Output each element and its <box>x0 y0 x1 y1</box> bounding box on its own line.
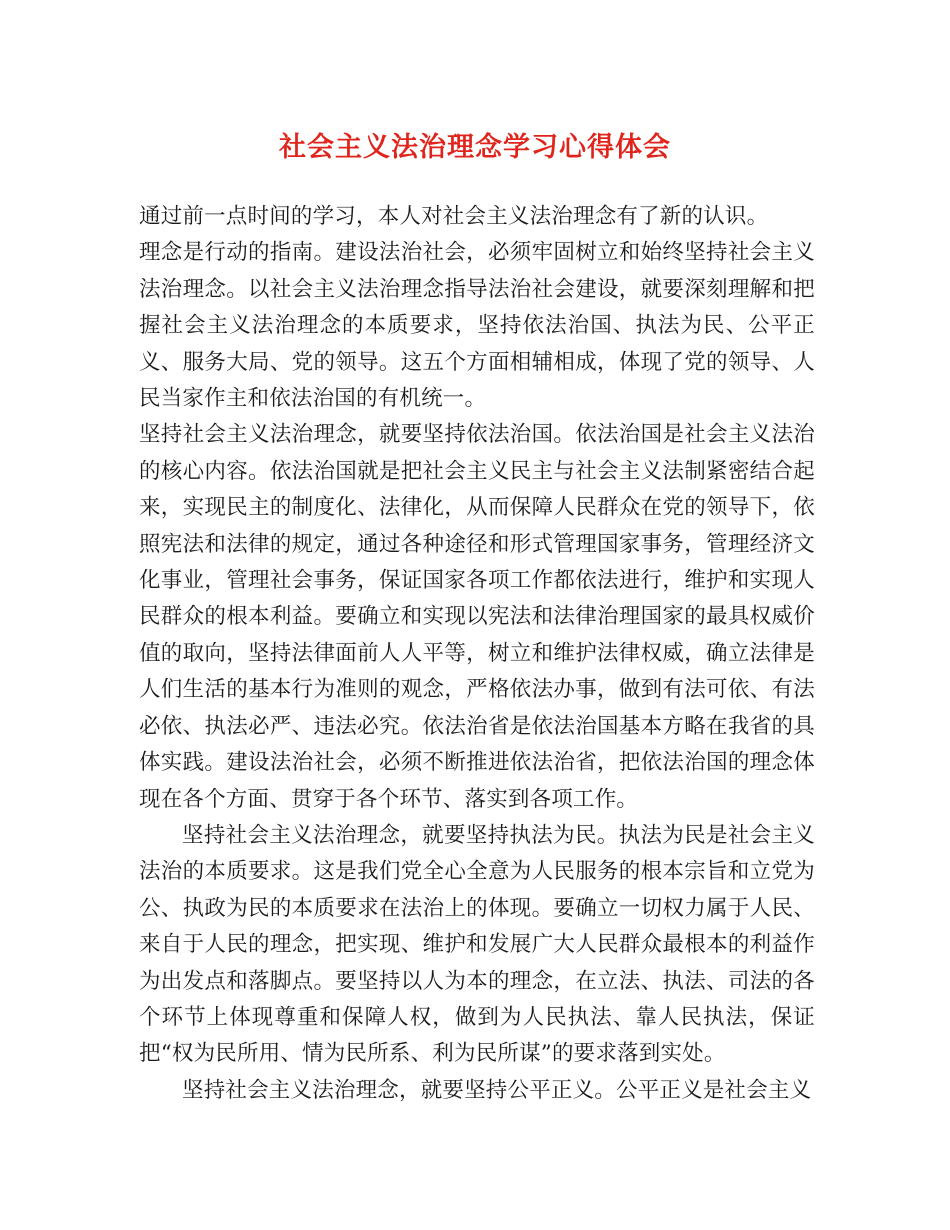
paragraph-rule-of-law: 坚持社会主义法治理念，就要坚持依法治国。依法治国是社会主义法治的核心内容。依法治国就是把社会主义民主与社会主义法制紧密结合起来，实现民主的制度化、法律化，从而保障人民群众在党的领导下，依照宪法和法律的规定，通过各种途径和形式管理国家事务，管理经济文化事业，管理社会事务，保证国家各项工作都依法进行，维护和实现人民群众的根本利益。要确立和实现以宪法和法律治理国家的最具权威价值的取向，坚持法律面前人人平等，树立和维护法律权威，确立法律是人们生活的基本行为准则的观念，严格依法办事，做到有法可依、有法必依、执法必严、违法必究。依法治省是依法治国基本方略在我省的具体实践。建设法治社会，必须不断推进依法治省，把依法治国的理念体现在各个方面、贯穿于各个环节、落实到各项工作。 <box>139 422 815 812</box>
paragraph-concept: 理念是行动的指南。建设法治社会，必须牢固树立和始终坚持社会主义法治理念。以社会主义法治理念指导法治社会建设，就要深刻理解和把握社会主义法治理念的本质要求，坚持依法治国、执法为民、公平正义、服务大局、党的领导。这五个方面相辅相成，体现了党的领导、人民当家作主和依法治国的有机统一。 <box>139 240 815 412</box>
paragraph-fairness-justice: 坚持社会主义法治理念，就要坚持公平正义。公平正义是社会主义 <box>182 1077 812 1103</box>
paragraph-serve-people: 坚持社会主义法治理念，就要坚持执法为民。执法为民是社会主义法治的本质要求。这是我们党全心全意为人民服务的根本宗旨和立党为公、执政为民的本质要求在法治上的体现。要确立一切权力属于人民、来自于人民的理念，把实现、维护和发展广大人民群众最根本的利益作为出发点和落脚点。要坚持以人为本的理念，在立法、执法、司法的各个环节上体现尊重和保障人权，做到为人民执法、靠人民执法，保证把“权为民所用、情为民所系、利为民所谋”的要求落到实处。 <box>139 822 815 1067</box>
paragraph-intro: 通过前一点时间的学习，本人对社会主义法治理念有了新的认识。 <box>139 204 769 229</box>
document-body <box>139 199 815 1109</box>
document-title: 社会主义法治理念学习心得体会 <box>279 132 671 163</box>
